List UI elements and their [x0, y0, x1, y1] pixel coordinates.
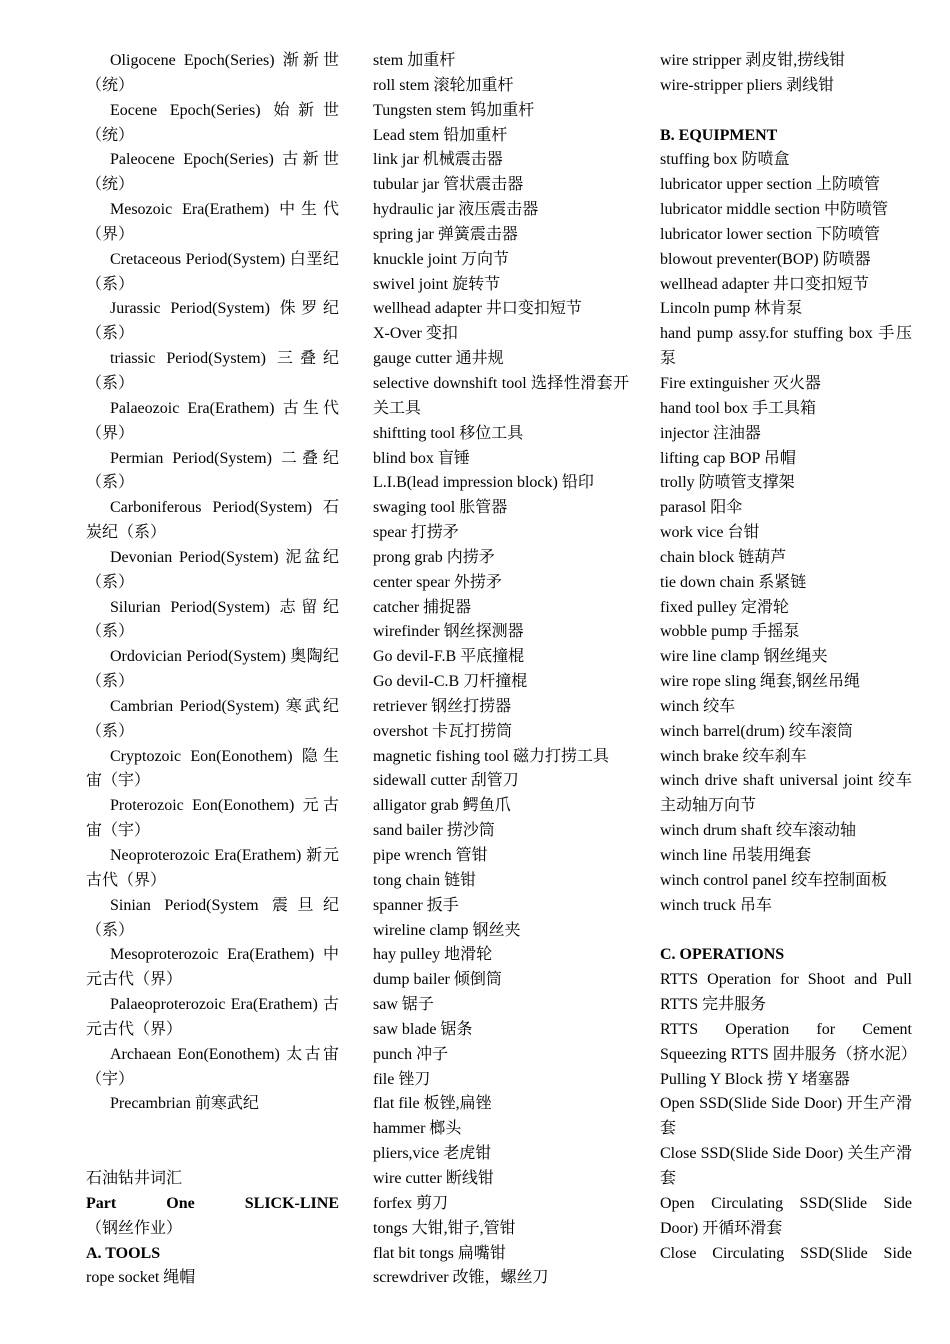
equipment-entry: parasol 阳伞: [660, 499, 743, 517]
tool-entry: swivel joint 旋转节: [373, 275, 501, 293]
tool-entry: spear 打捞矛: [373, 524, 459, 542]
tool-entry: link jar 机械震击器: [373, 151, 503, 169]
equipment-entry: tie down chain 系紧链: [660, 573, 807, 591]
era-entry: Permian Period(System) 二叠纪（系）: [86, 449, 339, 492]
part-one-label: Part One SLICK-LINE: [86, 1194, 339, 1212]
era-entry: Proterozoic Eon(Eonothem) 元古宙（宇）: [86, 797, 339, 840]
spacer: [660, 99, 912, 124]
era-entry: Mesozoic Era(Erathem) 中生代（界）: [86, 201, 339, 243]
tool-entry: X-Over 变扣: [373, 325, 458, 343]
section-a-heading: A. TOOLS: [86, 1244, 161, 1262]
tool-entry: rope socket 绳帽: [86, 1269, 196, 1287]
tool-entry: sand bailer 捞沙筒: [373, 822, 495, 840]
tool-entry: catcher 捕捉器: [373, 598, 472, 616]
era-entry: Sinian Period(System 震旦纪（系）: [86, 896, 339, 939]
tool-entry: punch 冲子: [373, 1045, 449, 1063]
operation-entry: RTTS Operation for Cement Squeezing RTTS 固井服务（挤水泥）: [660, 1020, 917, 1063]
equipment-entry: wobble pump 手摇泵: [660, 623, 800, 641]
equipment-entry: chain block 链葫芦: [660, 548, 787, 566]
era-entry: Carboniferous Period(System) 石炭纪（系）: [86, 499, 339, 542]
era-entry: Cryptozoic Eon(Eonothem) 隐生宙（宇）: [86, 747, 339, 790]
era-entry: Cambrian Period(System) 寒武纪（系）: [86, 697, 339, 740]
tool-entry: shiftting tool 移位工具: [373, 424, 524, 442]
tool-entry: tong chain 链钳: [373, 871, 477, 889]
era-entry: Precambrian 前寒武纪: [110, 1095, 259, 1113]
equipment-entry: lubricator upper section 上防喷管: [660, 176, 880, 194]
operation-entry: Close Circulating SSD(Slide Side: [660, 1244, 912, 1262]
tool-entry: alligator grab 鳄鱼爪: [373, 797, 511, 815]
tool-entry: hydraulic jar 液压震击器: [373, 201, 539, 219]
tool-entry: Go devil-C.B 刀杆撞棍: [373, 673, 528, 691]
vocab-title: 石油钻井词汇: [86, 1169, 183, 1187]
operation-entry: Open Circulating SSD(Slide Side Door) 开循环滑套: [660, 1194, 912, 1237]
tool-entry: hammer 榔头: [373, 1120, 462, 1138]
tool-entry: Lead stem 铅加重杆: [373, 126, 508, 144]
equipment-entry: winch barrel(drum) 绞车滚筒: [660, 722, 853, 740]
equipment-entry: lubricator lower section 下防喷管: [660, 225, 880, 243]
part-one-heading: [86, 1192, 339, 1242]
era-entry: triassic Period(System) 三叠纪（系）: [86, 350, 339, 392]
era-entry: Neoproterozoic Era(Erathem) 新元古代（界）: [86, 847, 339, 889]
tool-entry: saw blade 锯条: [373, 1020, 473, 1038]
tool-entry: wireline clamp 钢丝夹: [373, 921, 521, 939]
operation-entry: Open SSD(Slide Side Door) 开生产滑套: [660, 1095, 912, 1138]
tool-entry: roll stem 滚轮加重杆: [373, 76, 514, 94]
tool-entry: wire-stripper pliers 剥线钳: [660, 76, 835, 94]
equipment-entry: blowout preventer(BOP) 防喷器: [660, 250, 871, 268]
section-c-heading: C. OPERATIONS: [660, 946, 785, 964]
part-one-subtitle: （钢丝作业）: [86, 1219, 183, 1237]
column-1-geologic-eras: [86, 49, 339, 1291]
era-entry: Devonian Period(System) 泥盆纪（系）: [86, 548, 339, 591]
tool-entry: flat file 板锉,扁锉: [373, 1095, 492, 1113]
tool-entry: retriever 钢丝打捞器: [373, 697, 512, 715]
equipment-entry: trolly 防喷管支撑架: [660, 474, 795, 492]
era-entry: Oligocene Epoch(Series) 渐新世（统）: [86, 52, 339, 94]
equipment-entry: hand pump assy.for stuffing box 手压泵: [660, 325, 912, 368]
equipment-entry: injector 注油器: [660, 424, 761, 442]
tool-entry: wire stripper 剥皮钳,捞线钳: [660, 52, 846, 69]
tool-entry: flat bit tongs 扁嘴钳: [373, 1244, 506, 1262]
tool-entry: screwdriver 改锥，螺丝刀: [373, 1269, 549, 1287]
equipment-entry: winch truck 吊车: [660, 896, 772, 914]
tool-entry: spring jar 弹簧震击器: [373, 225, 518, 243]
tool-entry: prong grab 内捞矛: [373, 548, 495, 566]
tool-entry: spanner 扳手: [373, 896, 459, 914]
era-entry: Palaeozoic Era(Erathem) 古生代（界）: [86, 399, 339, 442]
equipment-entry: lifting cap BOP 吊帽: [660, 449, 796, 467]
equipment-entry: wellhead adapter 井口变扣短节: [660, 275, 869, 293]
tool-entry: gauge cutter 通井规: [373, 350, 504, 368]
equipment-entry: winch drive shaft universal joint 绞车主动轴万向节: [660, 772, 912, 815]
tool-entry: sidewall cutter 刮管刀: [373, 772, 519, 790]
tool-entry: saw 锯子: [373, 996, 434, 1014]
tool-entry: pliers,vice 老虎钳: [373, 1145, 492, 1163]
equipment-entry: winch 绞车: [660, 697, 736, 715]
operation-entry: RTTS Operation for Shoot and Pull RTTS 完井服务: [660, 971, 912, 1014]
section-b-heading: B. EQUIPMENT: [660, 126, 778, 144]
tool-entry: tubular jar 管状震击器: [373, 176, 524, 194]
tool-entry: stem 加重杆: [373, 52, 456, 69]
tool-entry: Tungsten stem 钨加重杆: [373, 101, 535, 119]
spacer: [86, 1117, 339, 1167]
operation-entry: Pulling Y Block 捞 Y 堵塞器: [660, 1070, 850, 1088]
tool-entry: wellhead adapter 井口变扣短节: [373, 300, 582, 318]
tool-entry: hay pulley 地滑轮: [373, 946, 493, 964]
tool-entry: L.I.B(lead impression block) 铅印: [373, 474, 594, 492]
tool-entry: tongs 大钳,钳子,管钳: [373, 1219, 516, 1237]
era-entry: Paleocene Epoch(Series) 古新世（统）: [86, 151, 339, 194]
equipment-entry: winch drum shaft 绞车滚动轴: [660, 822, 856, 840]
era-entry: Jurassic Period(System) 侏罗纪（系）: [86, 300, 339, 343]
era-entry: Palaeoproterozoic Era(Erathem) 古元古代（界）: [86, 996, 339, 1038]
equipment-entry: wire rope sling 绳套,钢丝吊绳: [660, 673, 860, 691]
tool-entry: selective downshift tool 选择性滑套开关工具: [373, 374, 629, 417]
tool-entry: magnetic fishing tool 磁力打捞工具: [373, 747, 609, 765]
tool-entry: blind box 盲锤: [373, 449, 470, 467]
spacer: [660, 919, 912, 944]
tool-entry: wirefinder 钢丝探测器: [373, 623, 524, 641]
equipment-entry: Lincoln pump 林肯泵: [660, 300, 803, 318]
era-entry: Cretaceous Period(System) 白垩纪（系）: [86, 250, 339, 293]
tool-entry: pipe wrench 管钳: [373, 847, 488, 864]
column-2-tools: [373, 49, 629, 1291]
era-entry: Archaean Eon(Eonothem) 太古宙（宇）: [86, 1045, 339, 1088]
equipment-entry: winch line 吊装用绳套: [660, 847, 812, 864]
tool-entry: wire cutter 断线钳: [373, 1169, 494, 1187]
equipment-entry: lubricator middle section 中防喷管: [660, 201, 888, 219]
era-entry: Ordovician Period(System) 奥陶纪（系）: [86, 648, 339, 691]
equipment-entry: Fire extinguisher 灭火器: [660, 374, 821, 392]
tool-entry: Go devil-F.B 平底撞棍: [373, 648, 525, 666]
equipment-entry: work vice 台钳: [660, 524, 760, 542]
equipment-entry: wire line clamp 钢丝绳夹: [660, 648, 828, 666]
equipment-entry: fixed pulley 定滑轮: [660, 598, 789, 616]
tool-entry: dump bailer 倾倒筒: [373, 971, 502, 989]
equipment-entry: stuffing box 防喷盒: [660, 151, 790, 169]
equipment-entry: winch control panel 绞车控制面板: [660, 871, 888, 889]
era-entry: Mesoproterozoic Era(Erathem) 中元古代（界）: [86, 946, 339, 989]
column-3-equipment-operations: [660, 49, 917, 1266]
tool-entry: file 锉刀: [373, 1070, 431, 1088]
tool-entry: knuckle joint 万向节: [373, 250, 509, 268]
operation-entry: Close SSD(Slide Side Door) 关生产滑套: [660, 1145, 912, 1187]
equipment-entry: winch brake 绞车刹车: [660, 747, 807, 765]
tool-entry: overshot 卡瓦打捞筒: [373, 722, 513, 740]
tool-entry: forfex 剪刀: [373, 1194, 449, 1212]
tool-entry: swaging tool 胀管器: [373, 499, 508, 517]
era-entry: Eocene Epoch(Series) 始新世（统）: [86, 101, 339, 144]
equipment-entry: hand tool box 手工具箱: [660, 399, 816, 417]
era-entry: Silurian Period(System) 志留纪（系）: [86, 598, 339, 641]
tool-entry: center spear 外捞矛: [373, 573, 502, 591]
